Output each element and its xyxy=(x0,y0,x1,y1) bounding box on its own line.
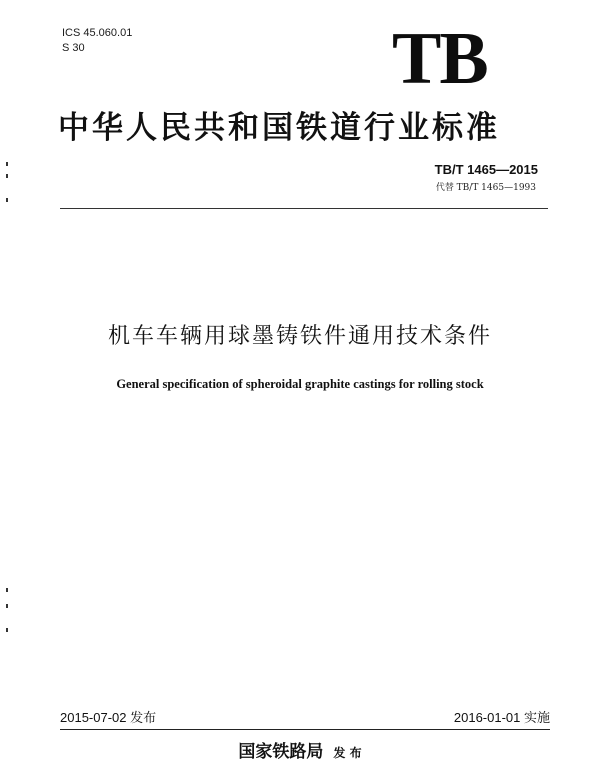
scan-mark xyxy=(6,628,8,632)
ics-code: ICS 45.060.01 xyxy=(62,27,133,39)
issuer-action: 发 布 xyxy=(333,746,362,760)
replaces-standard: 代替 TB/T 1465—1993 xyxy=(435,183,536,193)
tb-logo: TB xyxy=(392,18,487,100)
issuer-name: 国家铁路局 xyxy=(238,742,324,762)
issue-date: 2015-07-02 发布 xyxy=(60,710,157,725)
scan-mark xyxy=(6,162,8,166)
scan-mark xyxy=(6,198,8,202)
document-title-en: General specification of spheroidal graphite castings for rolling stock xyxy=(116,377,484,391)
header-divider xyxy=(60,208,548,209)
footer-divider xyxy=(60,729,550,730)
scan-mark xyxy=(6,604,8,608)
implementation-date: 2016-01-01 实施 xyxy=(453,710,550,725)
issuer-line xyxy=(0,740,600,765)
standard-category-title: 中华人民共和国铁道行业标准 xyxy=(58,110,500,146)
standard-number: TB/T 1465—2015 xyxy=(434,162,538,177)
scan-mark xyxy=(6,174,8,178)
scan-mark xyxy=(6,588,8,592)
document-title-zh: 机车车辆用球墨铸铁件通用技术条件 xyxy=(107,324,492,349)
ccs-code: S 30 xyxy=(62,42,85,54)
